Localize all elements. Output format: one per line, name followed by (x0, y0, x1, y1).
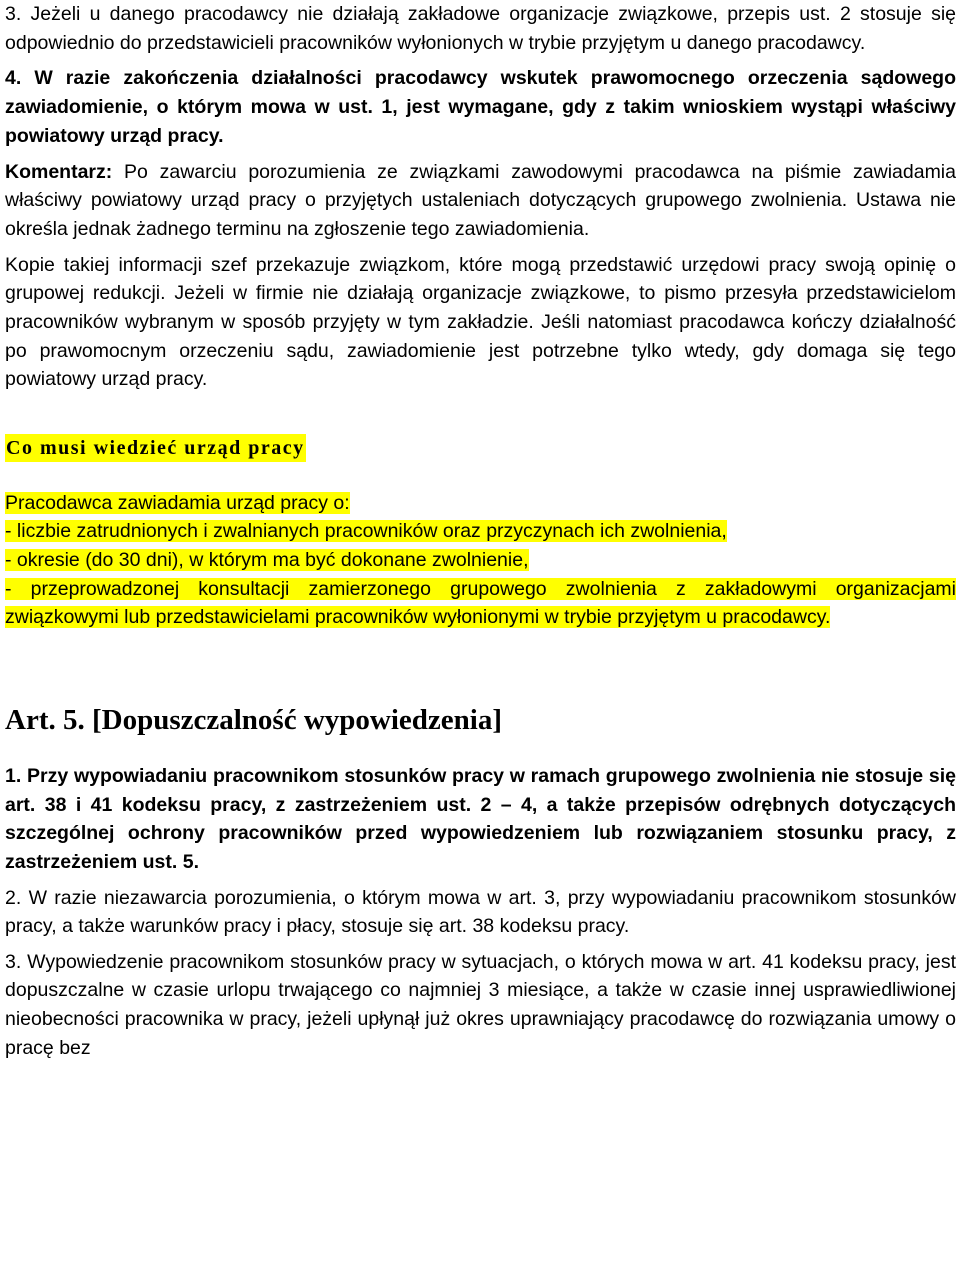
commentary-label: Komentarz: (5, 160, 113, 183)
highlight-item-1: - liczbie zatrudnionych i zwalnianych pracowników oraz przyczynach ich zwolnienia, (5, 520, 727, 543)
article-ust-1: 1. Przy wypowiadaniu pracownikom stosunków pracy w ramach grupowego zwolnienia nie stosuje się art. 38 i 41 kodeksu pracy, z zastrzeżeniem ust. 2 – 4, a także przepisów odrębnych dotyczących szczególnej ochrony pracowników przed wypowiedzeniem lub rozwiązaniem stosunku pracy, z zastrzeżeniem ust. 5. (5, 764, 956, 873)
article-title: Art. 5. [Dopuszczalność wypowiedzenia] (5, 703, 502, 736)
highlight-box (5, 489, 956, 632)
highlight-item-3: - przeprowadzonej konsultacji zamierzonego grupowego zwolnienia z zakładowymi organizacjami związkowymi lub przedstawicielami pracowników wyłonionymi w trybie przyjętym u pracodawcy. (5, 577, 956, 629)
highlight-intro: Pracodawca zawiadamia urząd pracy o: (5, 491, 350, 514)
highlight-heading-row (5, 434, 956, 463)
highlight-item-2: - okresie (do 30 dni), w którym ma być dokonane zwolnienie, (5, 549, 529, 572)
paragraph-ust-4: 4. W razie zakończenia działalności pracodawcy wskutek prawomocnego orzeczenia sądowego zawiadomienie, o którym mowa w ust. 1, jest wymagane, gdy z takim wnioskiem wystąpi właściwy powiatowy urząd pracy. (5, 67, 956, 147)
commentary-text-1: Po zawarciu porozumienia ze związkami zawodowymi pracodawca na piśmie zawiadamia właściwy powiatowy urząd pracy o przyjętych ustaleniach dotyczących grupowego zwolnienia. Ustawa nie określa jednak żadnego terminu na zgłoszenie tego zawiadomienia. (5, 160, 956, 240)
article-ust-3: 3. Wypowiedzenie pracownikom stosunków pracy w sytuacjach, o których mowa w art. 41 kodeksu pracy, jest dopuszczalne w czasie urlopu trwającego co najmniej 3 miesiące, a także w czasie innej usprawiedliwionej nieobecności pracownika w pracy, jeżeli upłynął już okres uprawniający pracodawcę do rozwiązania umowy o pracę bez (5, 950, 956, 1059)
article-ust-2: 2. W razie niezawarcia porozumienia, o którym mowa w art. 3, przy wypowiadaniu pracownikom stosunków pracy, a także warunków pracy i płacy, stosuje się art. 38 kodeksu pracy. (5, 886, 956, 938)
paragraph-ust-3: 3. Jeżeli u danego pracodawcy nie działają zakładowe organizacje związkowe, przepis ust. 2 stosuje się odpowiednio do przedstawicieli pracowników wyłonionych w trybie przyjętym u danego pracodawcy. (5, 3, 956, 54)
commentary-paragraph-1 (5, 158, 956, 244)
commentary-paragraph-2: Kopie takiej informacji szef przekazuje związkom, które mogą przedstawić urzędowi pracy swoją opinię o grupowej redukcji. Jeżeli w firmie nie działają organizacje związkowe, to pismo przesyła przedstawicielom pracowników wybranym w sposób przyjęty w tym zakładzie. Jeśli natomiast pracodawca kończy działalność po prawomocnym orzeczeniu sądu, zawiadomienie jest potrzebne tylko wtedy, gdy domaga się tego powiatowy urząd pracy. (5, 253, 956, 391)
highlight-heading: Co musi wiedzieć urząd pracy (5, 434, 306, 462)
document-page (5, 0, 956, 1062)
